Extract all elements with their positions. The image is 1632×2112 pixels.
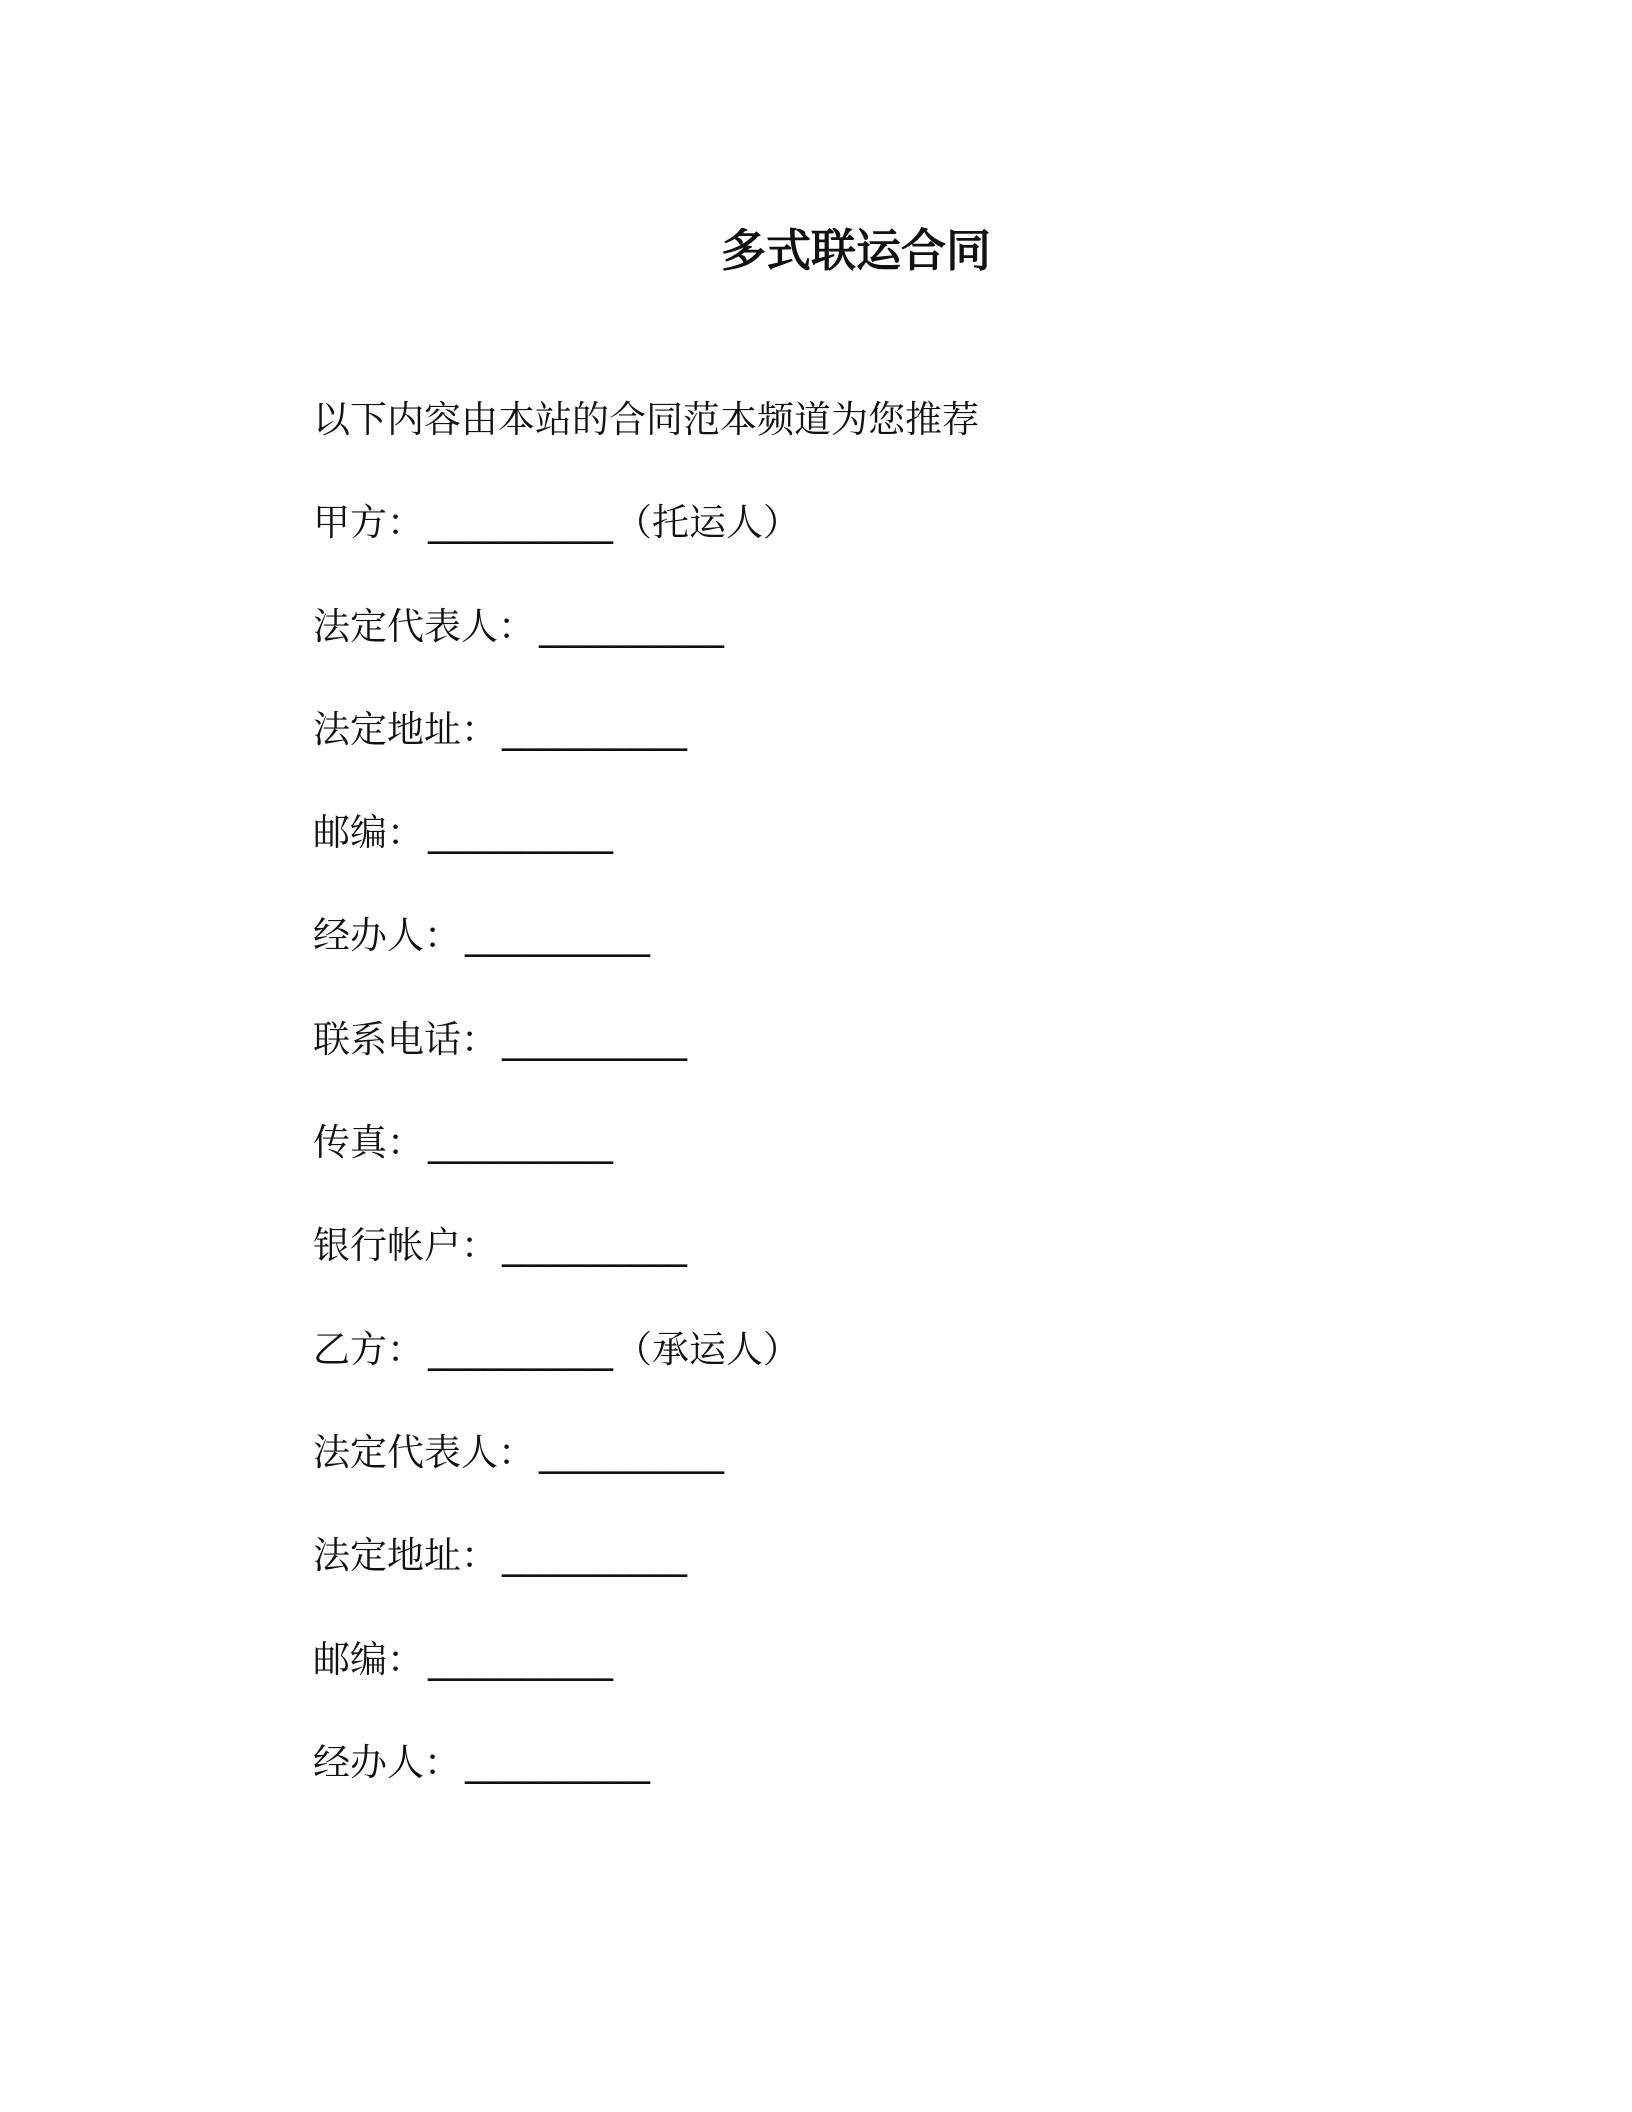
party-a-bank-account-line <box>313 1194 1413 1297</box>
field-label: 法定地址： <box>313 707 498 751</box>
field-label: 邮编： <box>313 1637 424 1681</box>
field-label: 联系电话： <box>313 1017 498 1061</box>
field-blank: __________ <box>428 1327 613 1371</box>
field-label: 乙方： <box>313 1327 424 1371</box>
party-b-address-line <box>313 1504 1413 1607</box>
party-role: （承运人） <box>615 1327 800 1371</box>
document-title: 多式联运合同 <box>721 224 992 277</box>
party-a-postcode-line <box>313 781 1413 884</box>
party-a-line <box>313 471 1413 574</box>
field-blank: __________ <box>502 707 687 751</box>
field-label: 邮编： <box>313 811 424 855</box>
party-a-fax-line <box>313 1091 1413 1194</box>
field-blank: __________ <box>428 1121 613 1165</box>
party-a-address-line <box>313 678 1413 781</box>
field-label: 法定代表人： <box>313 1430 535 1474</box>
field-blank: __________ <box>502 1017 687 1061</box>
party-b-agent-line <box>313 1711 1413 1814</box>
party-a-legal-rep-line <box>313 575 1413 678</box>
party-a-agent-line <box>313 884 1413 987</box>
field-blank: __________ <box>465 914 650 958</box>
field-blank: __________ <box>465 1740 650 1784</box>
field-blank: __________ <box>428 501 613 545</box>
field-label: 经办人： <box>313 914 461 958</box>
document-body <box>313 368 1413 1814</box>
field-label: 甲方： <box>313 501 424 545</box>
party-b-postcode-line <box>313 1608 1413 1711</box>
field-blank: __________ <box>539 604 724 648</box>
party-a-phone-line <box>313 988 1413 1091</box>
field-blank: __________ <box>502 1224 687 1268</box>
field-label: 法定地址： <box>313 1534 498 1578</box>
field-blank: __________ <box>502 1534 687 1578</box>
field-blank: __________ <box>428 1637 613 1681</box>
party-b-legal-rep-line <box>313 1401 1413 1504</box>
field-label: 经办人： <box>313 1740 461 1784</box>
field-blank: __________ <box>539 1430 724 1474</box>
intro-line: 以下内容由本站的合同范本频道为您推荐 <box>313 398 979 441</box>
field-label: 银行帐户： <box>313 1224 498 1268</box>
field-label: 法定代表人： <box>313 604 535 648</box>
field-blank: __________ <box>428 811 613 855</box>
party-b-line <box>313 1298 1413 1401</box>
party-role: （托运人） <box>615 501 800 545</box>
field-label: 传真： <box>313 1121 424 1165</box>
